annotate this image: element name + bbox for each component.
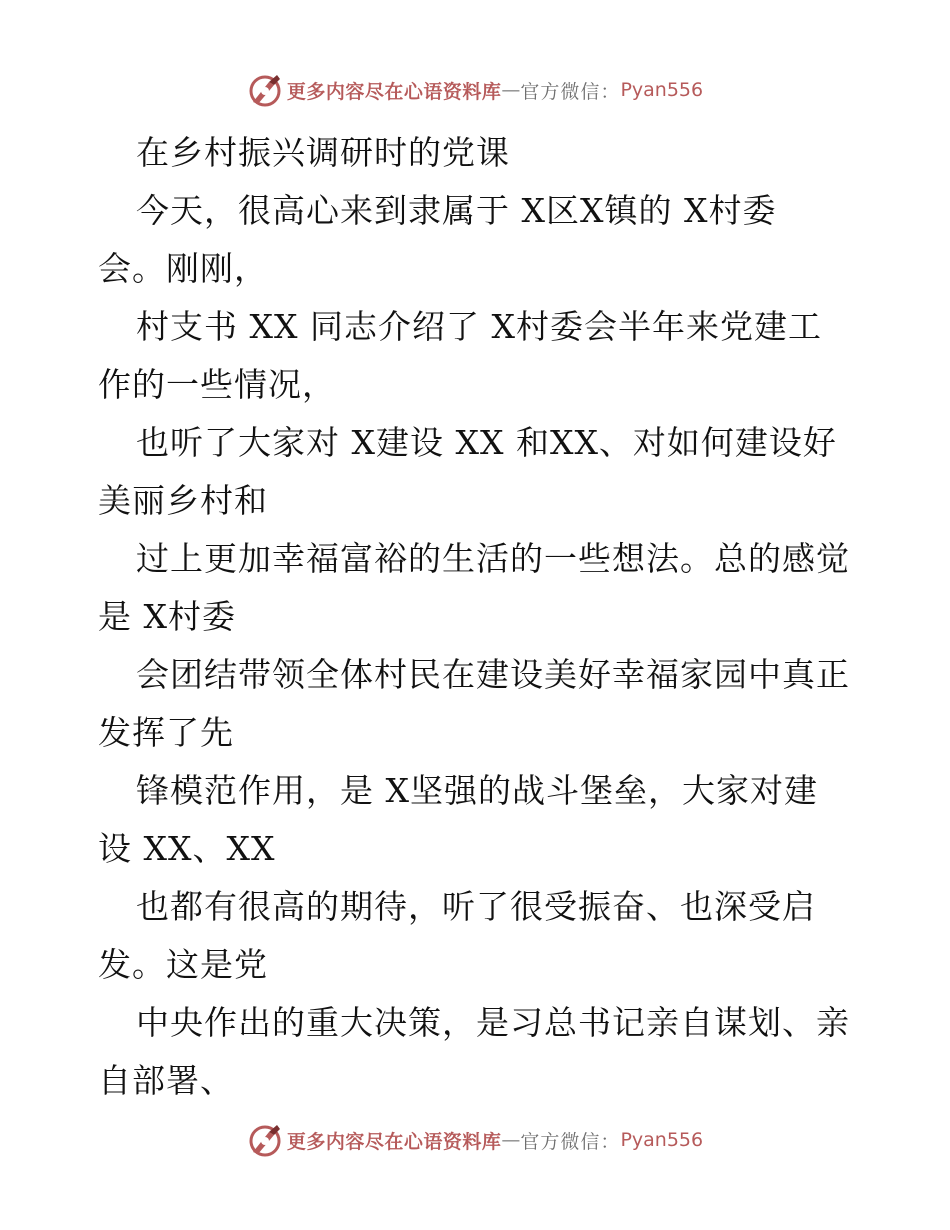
text-line: 会。刚刚，	[98, 249, 268, 288]
watermark-main-text: 更多内容尽在心语资料库	[286, 80, 502, 103]
watermark-dash: —	[501, 1129, 521, 1151]
text-line: 今天，很高心来到隶属于 X区X镇的 X村委	[136, 191, 777, 230]
watermark-id: Pyan556	[620, 79, 704, 101]
text-line: 也都有很高的期待，听了很受振奋、也深受启	[136, 887, 816, 926]
text-line: 锋模范作用，是 X坚强的战斗堡垒，大家对建	[136, 771, 818, 810]
text-line: 美丽乡村和	[98, 481, 268, 520]
watermark-id: Pyan556	[620, 1129, 704, 1151]
text-line: 设 XX、XX	[98, 829, 276, 868]
watermark-sub-text: 官方微信：	[520, 1130, 621, 1153]
text-line: 过上更加幸福富裕的生活的一些想法。总的感觉	[136, 539, 850, 578]
pen-logo-icon	[247, 1122, 283, 1158]
footer-watermark	[0, 1120, 950, 1160]
text-line: 也听了大家对 X建设 XX 和XX、对如何建设好	[136, 423, 837, 462]
text-line: 会团结带领全体村民在建设美好幸福家园中真正	[136, 655, 850, 694]
watermark-dash: —	[501, 79, 521, 101]
header-watermark	[0, 70, 950, 110]
text-line: 村支书 XX 同志介绍了 X村委会半年来党建工	[136, 307, 822, 346]
text-line: 发挥了先	[98, 713, 234, 752]
text-line: 是 X村委	[98, 597, 236, 636]
watermark-main-text: 更多内容尽在心语资料库	[286, 1130, 502, 1153]
text-line: 自部署、	[98, 1061, 234, 1100]
pen-logo-icon	[247, 72, 283, 108]
document-body	[98, 124, 868, 1110]
text-line: 发。这是党	[98, 945, 268, 984]
watermark-sub-text: 官方微信：	[520, 80, 621, 103]
text-line: 在乡村振兴调研时的党课	[136, 133, 510, 172]
text-line: 中央作出的重大决策，是习总书记亲自谋划、亲	[136, 1003, 850, 1042]
text-line: 作的一些情况，	[98, 365, 336, 404]
